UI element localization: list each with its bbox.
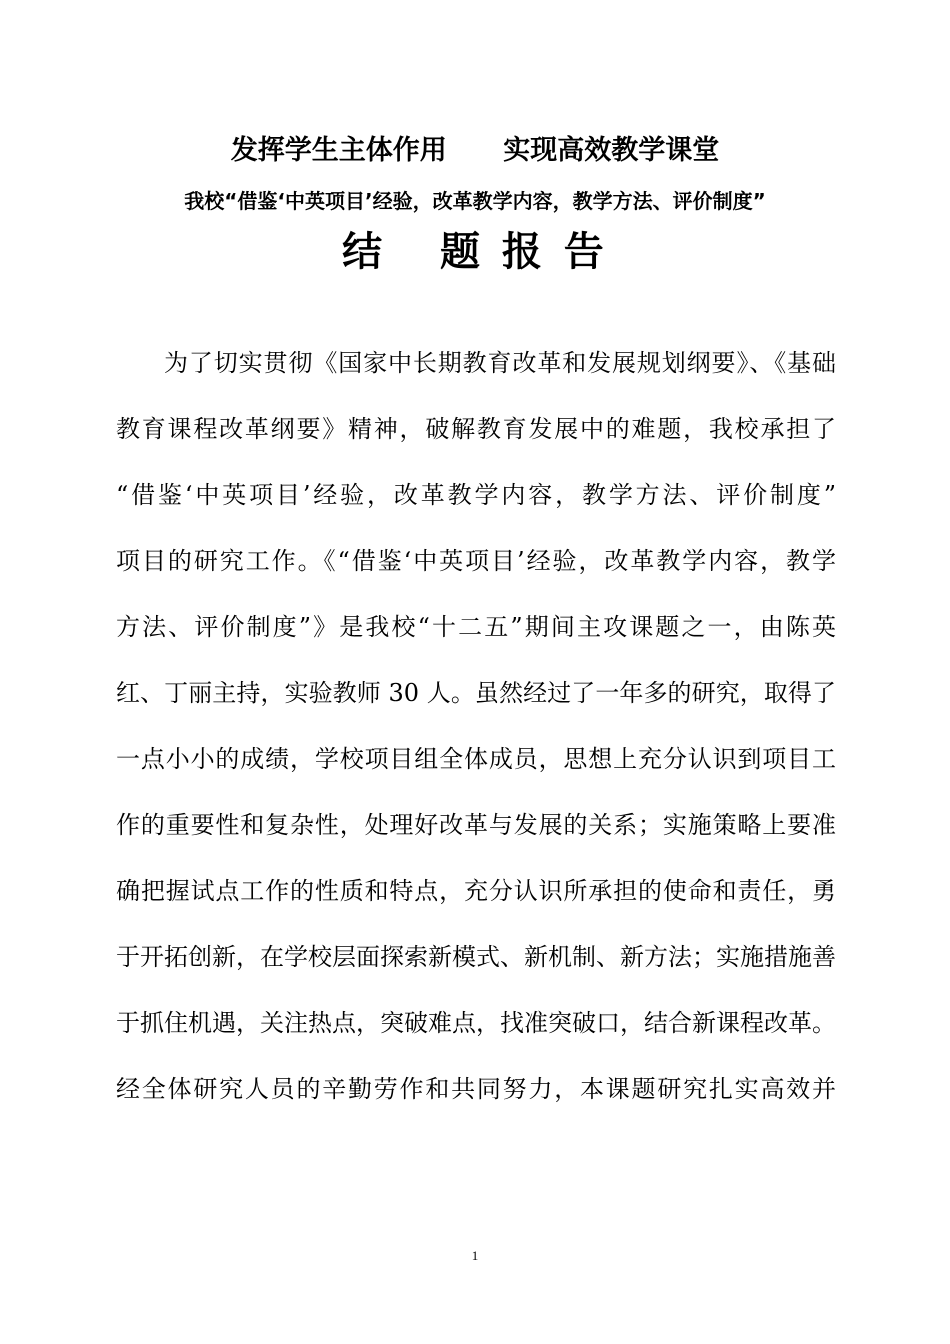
body-line: 于抓住机遇，关注热点，突破难点，找准突破口，结合新课程改革。	[116, 1009, 836, 1037]
page-number: 1	[471, 1248, 479, 1263]
document-title: 发挥学生主体作用 实现高效教学课堂	[230, 135, 720, 166]
report-heading: 结 题 报 告	[342, 229, 608, 275]
document-subtitle: 我校“借鉴‘中英项目’经验，改革教学内容，教学方法、评价制度”	[184, 189, 766, 213]
body-line: 一点小小的成绩，学校项目组全体成员，思想上充分认识到项目工	[116, 745, 836, 773]
body-line: 确把握试点工作的性质和特点，充分认识所承担的使命和责任，勇	[116, 877, 836, 905]
body-line: 经全体研究人员的辛勤劳作和共同努力，本课题研究扎实高效并	[116, 1075, 836, 1103]
body-paragraph	[116, 330, 836, 1122]
body-line: 为了切实贯彻《国家中长期教育改革和发展规划纲要》、《基础	[164, 349, 836, 377]
body-line: “借鉴‘中英项目’经验，改革教学内容，教学方法、评价制度”	[116, 481, 836, 509]
body-line: 教育课程改革纲要》精神，破解教育发展中的难题，我校承担了	[116, 415, 836, 443]
body-line: 红、丁丽主持，实验教师 30 人。虽然经过了一年多的研究，取得了	[116, 679, 836, 707]
body-line: 作的重要性和复杂性，处理好改革与发展的关系；实施策略上要准	[116, 811, 836, 839]
body-line: 方法、评价制度”》是我校“十二五”期间主攻课题之一，由陈英	[116, 613, 836, 641]
body-line: 于开拓创新，在学校层面探索新模式、新机制、新方法；实施措施善	[116, 943, 836, 971]
body-line: 项目的研究工作。《“借鉴‘中英项目’经验，改革教学内容，教学	[116, 547, 836, 575]
